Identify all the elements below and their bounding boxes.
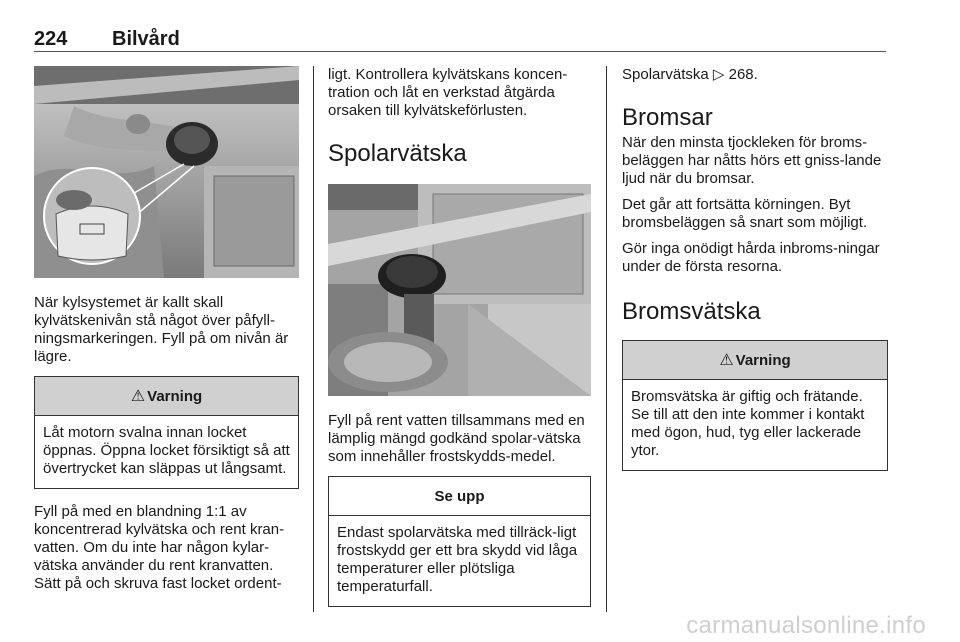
warning-text: Bromsvätska är giftig och frätande. Se till att den inte kommer i kontakt med ögon, hud, tyg eller lackerade ytor. <box>631 388 865 459</box>
warning-text: Låt motorn svalna innan locket öppnas. Öppna locket försiktigt så att övertrycket kan släppas ut långsamt. <box>43 424 290 477</box>
warning-title: Varning <box>735 351 791 369</box>
paragraph: När den minsta tjockleken för broms-beläggen har nåtts hörs ett gniss-lande ljud när du bromsar. <box>622 134 882 187</box>
warning-box <box>34 376 299 489</box>
page-header <box>34 28 180 51</box>
paragraph: Det går att fortsätta körningen. Byt bromsbeläggen så snart som möjligt. <box>622 196 868 231</box>
cross-reference <box>622 66 888 84</box>
paragraph: Gör inga onödigt hårda inbroms-ningar under de första resorna. <box>622 240 880 275</box>
notice-text: Endast spolarvätska med tillräck-ligt frostskydd ger ett bra skydd vid låga temperaturer eller plötsliga temperaturfall. <box>337 524 578 595</box>
notice-box <box>328 476 591 607</box>
section-heading: Spolarvätska <box>328 140 467 167</box>
column-3 <box>622 66 888 471</box>
warning-triangle-icon: ⚠ <box>719 352 734 369</box>
warning-box-header <box>623 341 887 380</box>
header-divider <box>34 51 886 52</box>
column-2 <box>328 66 591 607</box>
page-reference-arrow-icon: ▷ <box>712 66 725 83</box>
notice-box-header: Se upp <box>329 477 590 516</box>
watermark: carmanualsonline.info <box>686 612 926 639</box>
paragraph: ligt. Kontrollera kylvätskans koncen-tration och låt en verkstad åtgärda orsaken till kylvätskeförlusten. <box>328 66 568 119</box>
section-title: Bilvård <box>112 28 180 50</box>
warning-box-header <box>35 377 298 416</box>
section-heading: Bromsar <box>622 104 713 131</box>
cross-reference-text: Spolarvätska <box>622 66 709 83</box>
section-heading: Bromsvätska <box>622 298 761 325</box>
paragraph: När kylsystemet är kallt skall kylvätskenivån stå något över påfyll-ningsmarkeringen. Fyll på om nivån är lägre. <box>34 294 289 365</box>
paragraph: Fyll på rent vatten tillsammans med en lämplig mängd godkänd spolar-vätska som innehåller frostskydds-medel. <box>328 412 585 465</box>
warning-triangle-icon: ⚠ <box>130 388 146 405</box>
warning-box <box>622 340 888 471</box>
cross-reference-page: 268. <box>728 66 758 83</box>
page-number: 224 <box>34 28 68 50</box>
paragraph: Fyll på med en blandning 1:1 av koncentrerad kylvätska och rent kran-vatten. Om du inte har någon kylar-vätska använder du rent kranvatten. Sätt på och skruva fast locket ordent- <box>34 503 285 592</box>
column-divider-2 <box>606 66 607 612</box>
washer-reservoir-photo <box>328 184 591 396</box>
column-divider-1 <box>313 66 314 612</box>
warning-title: Varning <box>147 387 203 405</box>
column-1 <box>34 66 299 593</box>
coolant-reservoir-photo <box>34 66 299 278</box>
